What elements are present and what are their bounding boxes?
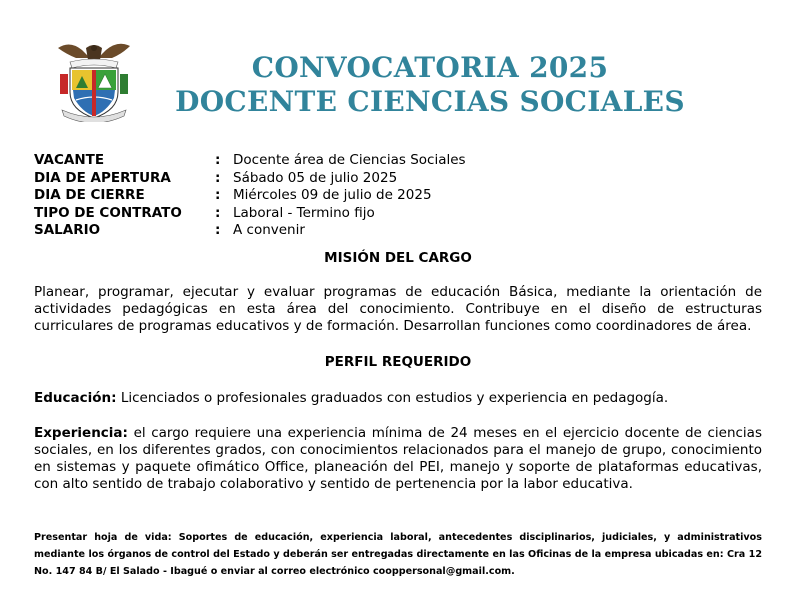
info-row-vacante: [34, 152, 466, 170]
educacion-label: Educación:: [34, 390, 117, 406]
info-label: DIA DE APERTURA: [34, 169, 171, 186]
page-title-line1: CONVOCATORIA 2025: [251, 51, 609, 84]
info-row-cierre: [34, 187, 466, 205]
coat-of-arms-logo: [56, 40, 132, 122]
info-label: SALARIO: [34, 222, 101, 238]
info-value: Laboral - Termino fijo: [233, 204, 375, 221]
page-title-line2: DOCENTE CIENCIAS SOCIALES: [175, 85, 685, 118]
info-row-salario: [34, 222, 466, 240]
educacion-text: Licenciados o profesionales graduados con estudios y experiencia en pedagogía.: [116, 390, 669, 406]
perfil-heading: PERFIL REQUERIDO: [324, 354, 472, 370]
experiencia-label: Experiencia:: [34, 425, 128, 441]
educacion-paragraph: [34, 390, 762, 407]
info-colon: :: [215, 169, 221, 186]
info-value: Docente área de Ciencias Sociales: [233, 152, 466, 168]
info-colon: :: [215, 187, 221, 203]
info-value: Miércoles 09 de julio de 2025: [233, 187, 432, 203]
vacancy-info-list: [34, 152, 466, 240]
info-value: A convenir: [233, 222, 305, 238]
mision-heading: MISIÓN DEL CARGO: [324, 250, 472, 266]
info-colon: :: [215, 204, 221, 221]
info-row-apertura: [34, 170, 466, 188]
info-value: Sábado 05 de julio 2025: [233, 169, 398, 186]
info-row-contrato: [34, 205, 466, 223]
info-label: VACANTE: [34, 152, 105, 168]
info-label: DIA DE CIERRE: [34, 187, 145, 203]
info-colon: :: [215, 222, 221, 238]
info-colon: :: [215, 152, 221, 168]
info-label: TIPO DE CONTRATO: [34, 204, 182, 221]
experiencia-paragraph: [34, 425, 762, 493]
mision-text: Planear, programar, ejecutar y evaluar programas de educación Básica, mediante la orientación de actividades pedagógicas en esta área del conocimiento. Contribuye en el diseño de estructuras curriculares de programas educativos y de formación. Desarrollan funciones como coordinadores de área.: [34, 284, 762, 334]
footer-instructions: Presentar hoja de vida: Soportes de educación, experiencia laboral, antecedentes disciplinarios, judiciales, y administrativos mediante los órganos de control del Estado y deberán ser entregadas directamente en las Oficinas de la empresa ubicadas en: Cra 12 No. 147 84 B/ El Salado - Ibagué o enviar al correo electrónico cooppersonal@gmail.com.: [34, 532, 762, 577]
experiencia-text: el cargo requiere una experiencia mínima de 24 meses en el ejercicio docente de ciencias sociales, en los diferentes grados, con conocimientos relacionados para el manejo de grupo, conocimiento en sistemas y paquete ofimático Office, planeación del PEI, manejo y soporte de plataformas educativas, con alto sentido de trabajo colaborativo y sentido de pertenencia por la labor educativa.: [34, 425, 762, 492]
